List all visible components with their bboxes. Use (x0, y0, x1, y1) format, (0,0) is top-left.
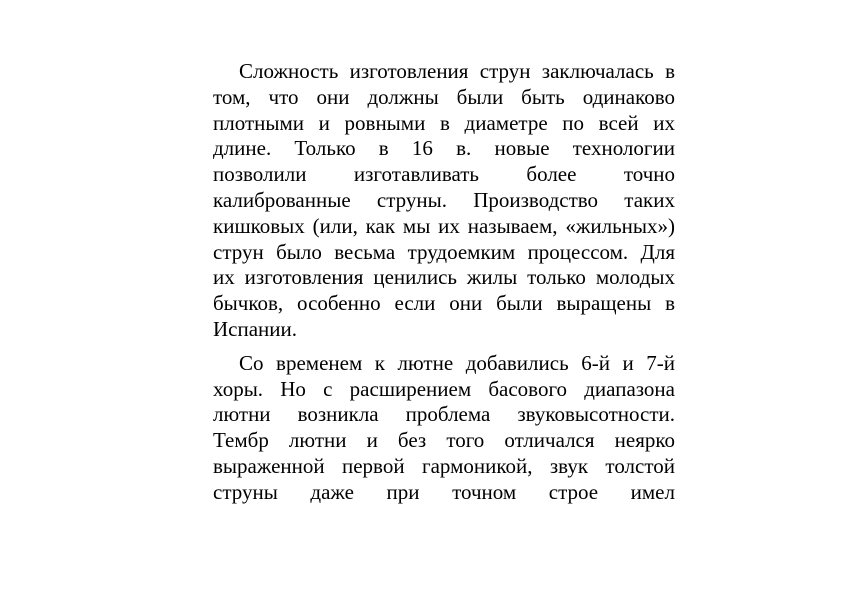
text-line: струн было весьма трудоемким процессом. Для (213, 239, 675, 264)
text-line: плотными и ровными в диаметре по всей их (213, 110, 675, 135)
paragraph-strings-manufacturing (213, 59, 675, 343)
text-line: кишковых (или, как мы их называем, «жильных») (213, 213, 675, 238)
text-line: лютни возникла проблема звуковысотности. (213, 402, 675, 427)
document-text-block (213, 59, 675, 506)
text-line: Сложность изготовления струн заключалась в (239, 59, 675, 83)
text-line: калиброванные струны. Производство таких (213, 187, 675, 212)
text-line: Испании. (213, 316, 298, 341)
text-line: длине. Только в 16 в. новые технологии (213, 136, 675, 161)
text-line: позволили изготавливать более точно (213, 162, 675, 187)
text-line: выраженной первой гармоникой, звук толстой (213, 453, 675, 478)
paragraph-lute-choirs (213, 351, 675, 506)
text-line: их изготовления ценились жилы только молодых (213, 265, 675, 290)
text-line: струны даже при точном строе имел (213, 479, 675, 504)
text-line: хоры. Но с расширением басового диапазона (213, 376, 675, 401)
text-line: Тембр лютни и без того отличался неярко (213, 428, 675, 453)
text-line: бычков, особенно если они были выращены в (213, 291, 675, 316)
paragraph-spacer (213, 343, 675, 351)
text-line: Со временем к лютне добавились 6-й и 7-й (239, 350, 675, 375)
text-line: том, что они должны были быть одинаково (213, 84, 675, 109)
